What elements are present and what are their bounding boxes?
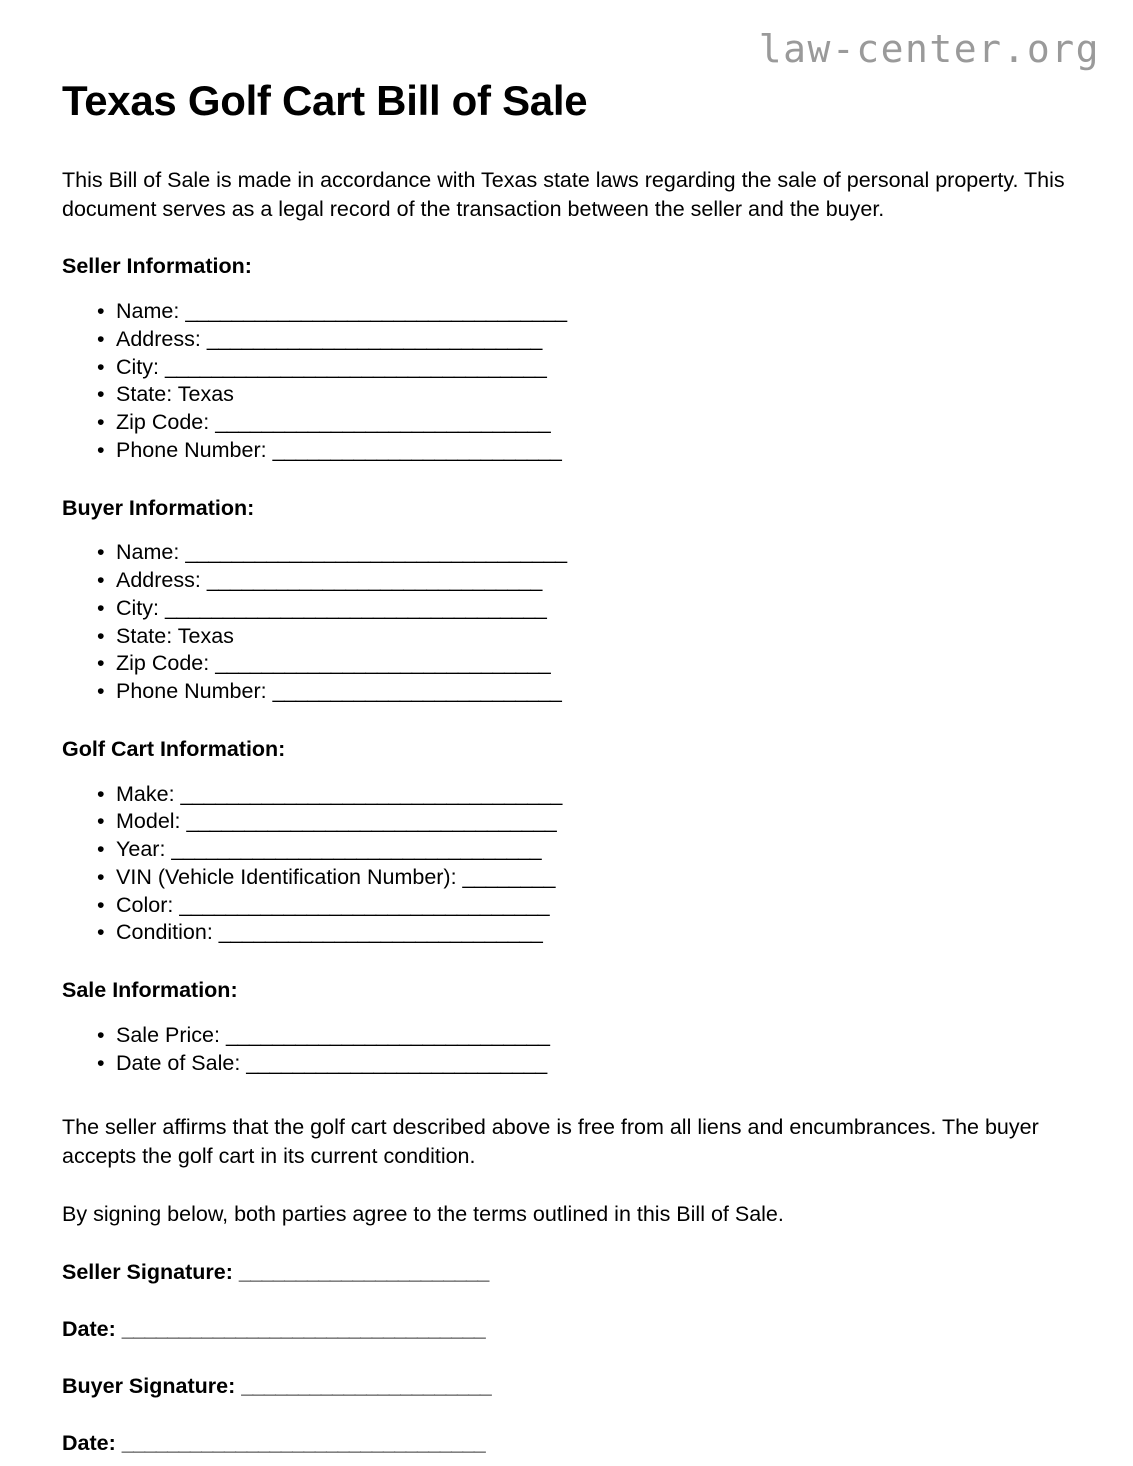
list-item <box>62 864 1071 892</box>
field-label: Sale Price: <box>116 1022 226 1047</box>
list-item <box>62 781 1071 809</box>
signature-label: Seller Signature: <box>62 1260 239 1285</box>
buyer-information-heading: Buyer Information: <box>62 495 255 520</box>
field-blank[interactable]: _____________________________ <box>206 326 542 351</box>
golf-cart-information-heading: Golf Cart Information: <box>62 736 286 761</box>
field-label: Name: <box>116 540 186 565</box>
field-blank[interactable]: ____________________________ <box>218 920 543 945</box>
list-item <box>62 919 1071 947</box>
list-item <box>62 354 1071 382</box>
signature-blank[interactable]: ______________________ <box>241 1373 492 1398</box>
field-label: Color: <box>116 892 180 917</box>
field-label: Date of Sale: <box>116 1050 247 1075</box>
page-title: Texas Golf Cart Bill of Sale <box>62 77 588 124</box>
signature-blank[interactable]: ________________________________ <box>121 1430 486 1455</box>
sale-information-heading: Sale Information: <box>62 977 238 1002</box>
list-item <box>62 326 1071 354</box>
field-label: Phone Number: <box>116 437 273 462</box>
field-blank[interactable]: _____________________________ <box>215 410 551 435</box>
field-blank[interactable]: __________________________ <box>246 1050 547 1075</box>
field-blank[interactable]: _________________________________ <box>185 540 567 565</box>
list-item <box>62 298 1071 326</box>
list-item <box>62 381 1071 409</box>
list-item <box>62 623 1071 651</box>
field-blank[interactable]: ________________________________ <box>171 837 542 862</box>
list-item <box>62 836 1071 864</box>
buyer-date-line <box>62 1400 1071 1457</box>
signature-label: Date: <box>62 1430 122 1455</box>
list-item <box>62 650 1071 678</box>
field-label: City: <box>116 595 165 620</box>
field-blank[interactable]: _________________________ <box>272 437 562 462</box>
list-item <box>62 437 1071 465</box>
site-watermark: law-center.org <box>758 27 1100 71</box>
field-label: Year: <box>116 837 172 862</box>
field-label: Name: <box>116 299 186 324</box>
seller-information-heading: Seller Information: <box>62 254 252 279</box>
field-blank[interactable]: ________________________________ <box>179 892 550 917</box>
field-label: City: <box>116 354 165 379</box>
field-label: State: Texas <box>116 382 234 407</box>
field-label: Address: <box>116 326 207 351</box>
list-item <box>62 595 1071 623</box>
field-label: Condition: <box>116 920 219 945</box>
field-blank[interactable]: _________________________________ <box>164 595 547 620</box>
field-label: Model: <box>116 809 187 834</box>
list-item <box>62 678 1071 706</box>
field-blank[interactable]: _____________________________ <box>206 568 542 593</box>
field-label: Phone Number: <box>116 679 273 704</box>
buyer-information-list <box>62 521 1071 705</box>
list-item <box>62 892 1071 920</box>
field-blank[interactable]: ____________________________ <box>225 1022 550 1047</box>
signature-blank[interactable]: ________________________________ <box>121 1316 486 1341</box>
intro-paragraph: This Bill of Sale is made in accordance with Texas state laws regarding the sale of personal property. This document serves as a legal record of the transaction between the seller and the buyer. <box>62 168 1065 221</box>
field-blank[interactable]: ________________________________ <box>186 809 557 834</box>
field-blank[interactable]: _________________________________ <box>180 781 562 806</box>
field-label: Make: <box>116 781 181 806</box>
list-item <box>62 539 1071 567</box>
field-blank[interactable]: _________________________________ <box>164 354 547 379</box>
buyer-signature-line <box>62 1343 1071 1400</box>
signature-blank[interactable]: ______________________ <box>238 1260 489 1285</box>
seller-information-list <box>62 280 1071 464</box>
field-blank[interactable]: ________ <box>462 864 556 889</box>
field-blank[interactable]: _________________________________ <box>185 299 567 324</box>
field-label: Zip Code: <box>116 651 216 676</box>
list-item <box>62 409 1071 437</box>
list-item <box>62 808 1071 836</box>
list-item <box>62 1050 1071 1078</box>
affirmation-paragraph: The seller affirms that the golf cart described above is free from all liens and encumbrances. The buyer accepts the golf cart in its current condition. <box>62 1115 1039 1168</box>
signature-label: Buyer Signature: <box>62 1373 242 1398</box>
field-blank[interactable]: _________________________ <box>272 679 562 704</box>
field-label: State: Texas <box>116 623 234 648</box>
sale-information-list <box>62 1004 1071 1077</box>
field-label: Zip Code: <box>116 410 216 435</box>
list-item <box>62 1022 1071 1050</box>
golf-cart-information-list <box>62 763 1071 947</box>
field-label: VIN (Vehicle Identification Number): <box>116 864 463 889</box>
field-blank[interactable]: _____________________________ <box>215 651 551 676</box>
field-label: Address: <box>116 568 207 593</box>
seller-date-line <box>62 1286 1071 1343</box>
agreement-paragraph: By signing below, both parties agree to the terms outlined in this Bill of Sale. <box>62 1202 784 1227</box>
seller-signature-line <box>62 1229 1071 1286</box>
signature-label: Date: <box>62 1316 122 1341</box>
list-item <box>62 567 1071 595</box>
